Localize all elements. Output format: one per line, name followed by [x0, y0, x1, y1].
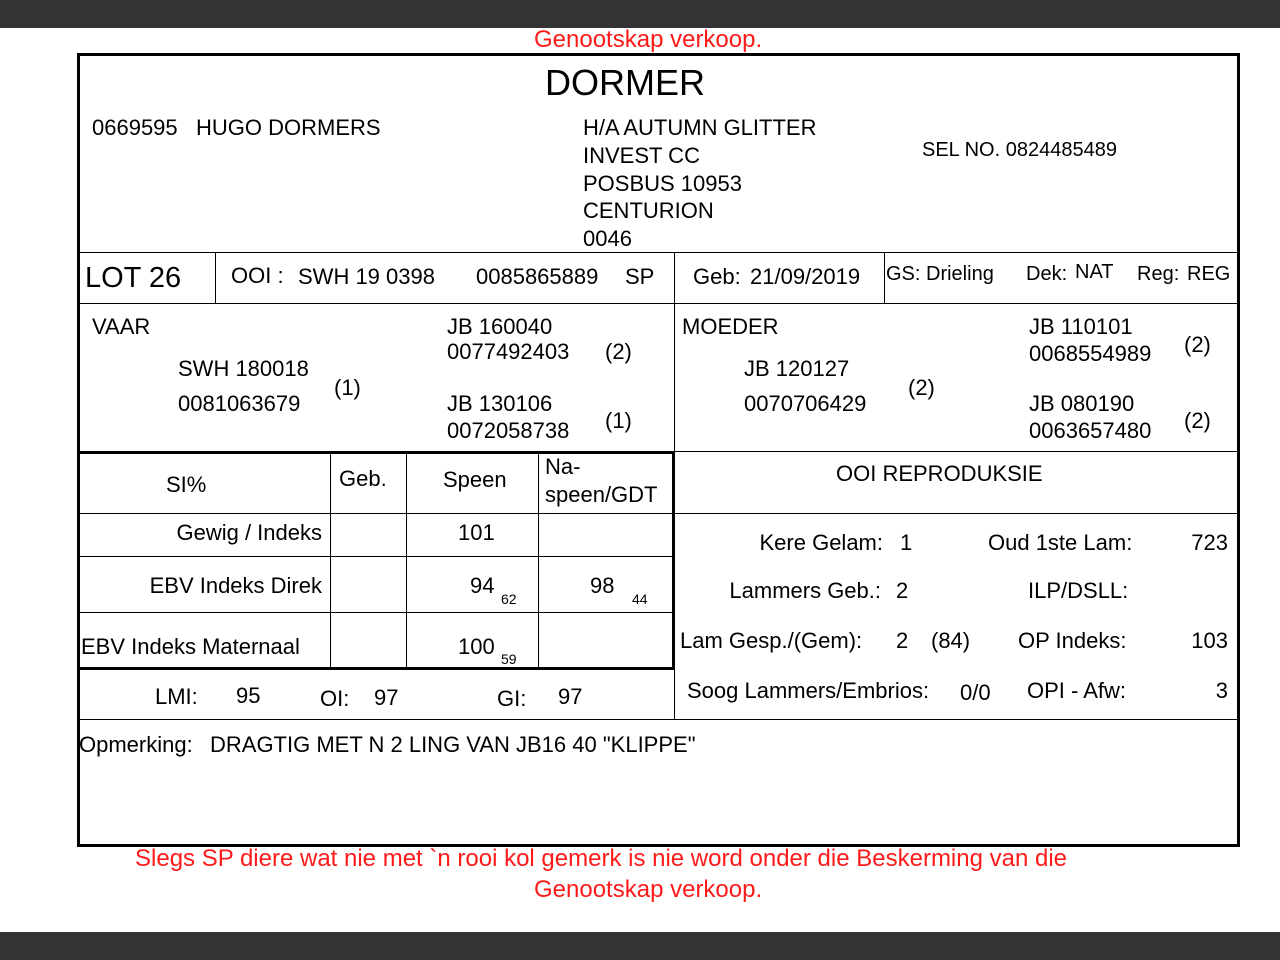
si-row-line-3	[80, 612, 672, 613]
gesp-value: 2	[896, 628, 909, 653]
divider-lot-v3	[884, 252, 885, 304]
op-value: 103	[1191, 628, 1228, 653]
dam-sire-grade: (2)	[1184, 332, 1211, 357]
lmi-label: LMI:	[155, 684, 198, 709]
sire-number: 0081063679	[178, 391, 301, 416]
reg-label: Reg:	[1137, 263, 1180, 285]
gewig-speen: 101	[458, 520, 495, 545]
footer-note-line-2: Genootskap verkoop.	[534, 876, 763, 903]
top-bar	[0, 0, 1280, 28]
divider-indices-v	[674, 670, 675, 719]
speen-header: Speen	[443, 467, 507, 492]
dam-dam-number: 0063657480	[1029, 418, 1152, 443]
bottom-bar	[0, 932, 1280, 960]
ooi-number: 0085865889	[476, 264, 599, 289]
divider-pedigree-right	[674, 451, 1237, 452]
soog-label: Soog Lammers/Embrios:	[687, 678, 930, 703]
dam-grade: (2)	[908, 375, 935, 400]
dam-id: JB 120127	[744, 356, 850, 381]
divider-remark	[80, 719, 1237, 720]
address-line: CENTURION	[583, 198, 714, 223]
gs-value: GS: Drieling	[886, 263, 994, 285]
direk-naspeen: 98	[590, 573, 615, 598]
sel-no: SEL NO. 0824485489	[922, 139, 1117, 161]
oi-label: OI:	[320, 686, 350, 711]
gesp-gem-value: (84)	[931, 628, 971, 653]
address-line: INVEST CC	[583, 143, 700, 168]
direk-speen: 94	[470, 573, 495, 598]
lammers-geb-label: Lammers Geb.:	[729, 578, 881, 603]
sire-grade: (1)	[334, 375, 361, 400]
sire-sire-id: JB 160040	[447, 314, 553, 339]
opi-label: OPI - Afw:	[1027, 678, 1127, 703]
frame-left	[77, 53, 80, 847]
si-row-line-1	[80, 513, 672, 514]
opi-value: 3	[1215, 678, 1228, 703]
sire-dam-number: 0072058738	[447, 418, 570, 443]
divider-lot	[80, 303, 1237, 304]
header-note: Genootskap verkoop.	[534, 26, 763, 53]
ilp-label: ILP/DSLL:	[1028, 578, 1129, 603]
sire-sire-grade: (2)	[605, 339, 632, 364]
si-table-top	[78, 451, 674, 454]
gi-label: GI:	[497, 686, 527, 711]
si-row-line-2	[80, 556, 672, 557]
si-col-line-1	[330, 454, 331, 667]
kere-gelam-value: 1	[900, 530, 913, 555]
dam-sire-number: 0068554989	[1029, 341, 1152, 366]
breeder-number: 0669595	[92, 115, 178, 140]
si-header: SI%	[166, 472, 207, 497]
geb-label: Geb:	[693, 264, 741, 289]
lot-label: LOT 26	[85, 262, 182, 294]
dam-dam-grade: (2)	[1184, 408, 1211, 433]
si-table-right	[672, 451, 675, 670]
remark-label: Opmerking:	[79, 732, 193, 757]
op-label: OP Indeks:	[1018, 628, 1127, 653]
divider-lot-v2	[674, 252, 675, 304]
remark-text: DRAGTIG MET N 2 LING VAN JB16 40 "KLIPPE"	[210, 732, 696, 757]
frame-top	[77, 53, 1240, 56]
dam-dam-id: JB 080190	[1029, 391, 1135, 416]
row-label-gewig: Gewig / Indeks	[176, 520, 322, 545]
naspeen-header-1: Na-	[545, 454, 581, 479]
oi-value: 97	[374, 685, 399, 710]
maternaal-speen-acc: 59	[501, 651, 517, 667]
row-label-ebv-maternaal: EBV Indeks Maternaal	[81, 634, 300, 659]
address-line: H/A AUTUMN GLITTER	[583, 115, 817, 140]
naspeen-header-2: speen/GDT	[545, 482, 658, 507]
moeder-label: MOEDER	[682, 314, 779, 339]
divider-repro-title	[674, 513, 1237, 514]
address-line: 0046	[583, 226, 632, 251]
page-title: DORMER	[545, 62, 705, 103]
footer-note-line-1: Slegs SP diere wat nie met `n rooi kol gemerk is nie word onder die Beskerming van die	[135, 845, 1068, 872]
dam-sire-id: JB 110101	[1029, 314, 1133, 339]
geb-header: Geb.	[339, 466, 387, 491]
repro-title: OOI REPRODUKSIE	[836, 461, 1043, 486]
lammers-geb-value: 2	[896, 578, 909, 603]
breeder-name: HUGO DORMERS	[196, 115, 381, 140]
kere-gelam-label: Kere Gelam:	[759, 530, 883, 555]
row-label-ebv-direk: EBV Indeks Direk	[149, 573, 322, 598]
frame-right	[1237, 53, 1240, 847]
divider-header	[80, 252, 1237, 253]
direk-speen-acc: 62	[501, 591, 517, 607]
sire-dam-id: JB 130106	[447, 391, 553, 416]
ooi-grade: SP	[625, 264, 655, 289]
oud-value: 723	[1191, 530, 1228, 555]
soog-value: 0/0	[960, 680, 991, 705]
vaar-label: VAAR	[92, 314, 151, 339]
sire-id: SWH 180018	[178, 356, 309, 381]
gesp-label: Lam Gesp./(Gem):	[680, 628, 863, 653]
ooi-label: OOI :	[231, 263, 284, 288]
lmi-value: 95	[236, 683, 261, 708]
maternaal-speen: 100	[458, 634, 495, 659]
divider-pedigree-v	[674, 303, 675, 451]
sire-sire-number: 0077492403	[447, 339, 570, 364]
direk-naspeen-acc: 44	[632, 591, 648, 607]
dam-number: 0070706429	[744, 391, 867, 416]
geb-date: 21/09/2019	[750, 264, 861, 289]
dek-value: NAT	[1075, 261, 1114, 283]
si-col-line-2	[406, 454, 407, 667]
si-col-line-3	[538, 454, 539, 667]
si-table-bottom	[78, 667, 675, 670]
divider-lot-v1	[215, 252, 216, 304]
dek-label: Dek:	[1026, 263, 1068, 285]
oud-label: Oud 1ste Lam:	[988, 530, 1133, 555]
address-line: POSBUS 10953	[583, 171, 742, 196]
ooi-id: SWH 19 0398	[298, 264, 435, 289]
reg-value: REG	[1187, 263, 1231, 285]
sire-dam-grade: (1)	[605, 408, 632, 433]
gi-value: 97	[558, 684, 583, 709]
